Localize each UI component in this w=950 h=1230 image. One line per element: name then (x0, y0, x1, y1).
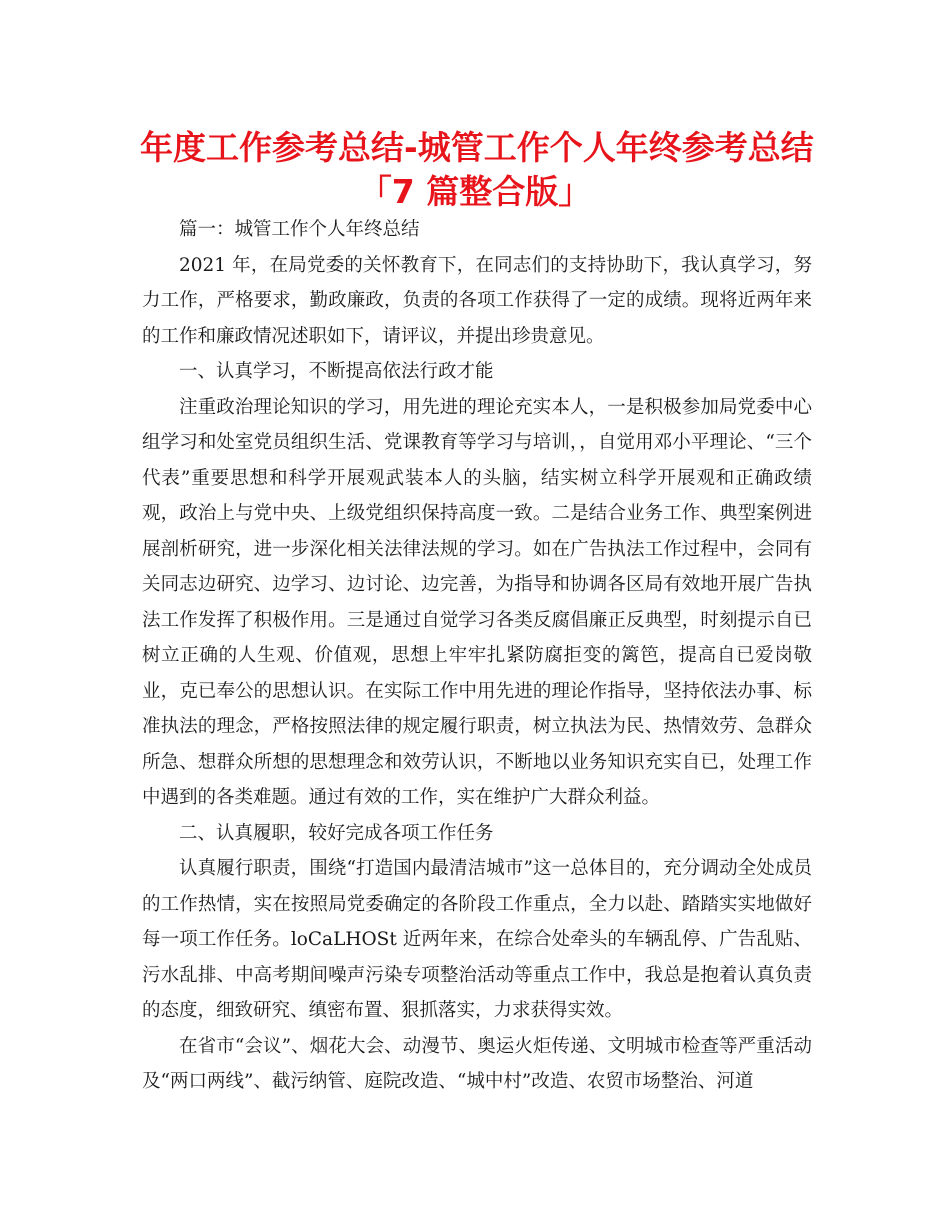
document-title-line-1: 年度工作参考总结-城管工作个人年终参考总结 (140, 128, 814, 167)
paragraph: 在省市“会议”、烟花大会、动漫节、奥运火炬传递、文明城市检查等严重活动及“两口两线”、截污纳管、庭院改造、“城中村”改造、农贸市场整治、河道 (142, 1035, 812, 1092)
section-heading: 篇一：城管工作个人年终总结 (179, 219, 420, 240)
section-heading: 二、认真履职，较好完成各项工作任务 (179, 822, 494, 844)
document-title-line-2: 「7 篇整合版」 (358, 172, 592, 211)
paragraph: 注重政治理论知识的学习，用先进的理论充实本人，一是积极参加局党委中心组学习和处室党员组织生活、党课教育等学习与培训，，自觉用邓小平理论、“三个代表”重要思想和科学开展观武装本人的头脑，结实树立科学开展观和正确政绩观，政治上与党中央、上级党组织保持高度一致。二是结合业务工作、典型案例进展剖析研究，进一步深化相关法律法规的学习。如在广告执法工作过程中，会同有关同志边研究、边学习、边讨论、边完善，为指导和协调各区局有效地开展广告执法工作发挥了积极作用。三是通过自觉学习各类反腐倡廉正反典型，时刻提示自已树立正确的人生观、价值观，思想上牢牢扎紧防腐拒变的篱笆，提高自已爱岗敬业，克已奉公的思想认识。在实际工作中用先进的理论作指导，坚持依法办事、标准执法的理念，严格按照法律的规定履行职责，树立执法为民、热情效劳、急群众所急、想群众所想的思想理念和效劳认识，不断地以业务知识充实自已，处理工作中遇到的各类难题。通过有效的工作，实在维护广大群众利益。 (142, 396, 812, 808)
section-heading: 一、认真学习，不断提高依法行政才能 (179, 361, 494, 382)
paragraph: 2021 年，在局党委的关怀教育下，在同志们的支持协助下，我认真学习，努力工作，严格要求，勤政廉政，负责的各项工作获得了一定的成绩。现将近两年来的工作和廉政情况述职如下，请评议，并提出珍贵意见。 (142, 254, 812, 347)
paragraph: 认真履行职责，围绕“打造国内最清洁城市”这一总体目的，充分调动全处成员的工作热情，实在按照局党委确定的各阶段工作重点，全力以赴、踏踏实实地做好每一项工作任务。loCaLHOSt 近两年来，在综合处牵头的车辆乱停、广告乱贴、污水乱排、中高考期间噪声污染专项整治活动等重点工作中，我总是抱着认真负责的态度，细致研究、缜密布置、狠抓落实，力求获得实效。 (142, 858, 812, 1021)
document-body (142, 212, 812, 1100)
